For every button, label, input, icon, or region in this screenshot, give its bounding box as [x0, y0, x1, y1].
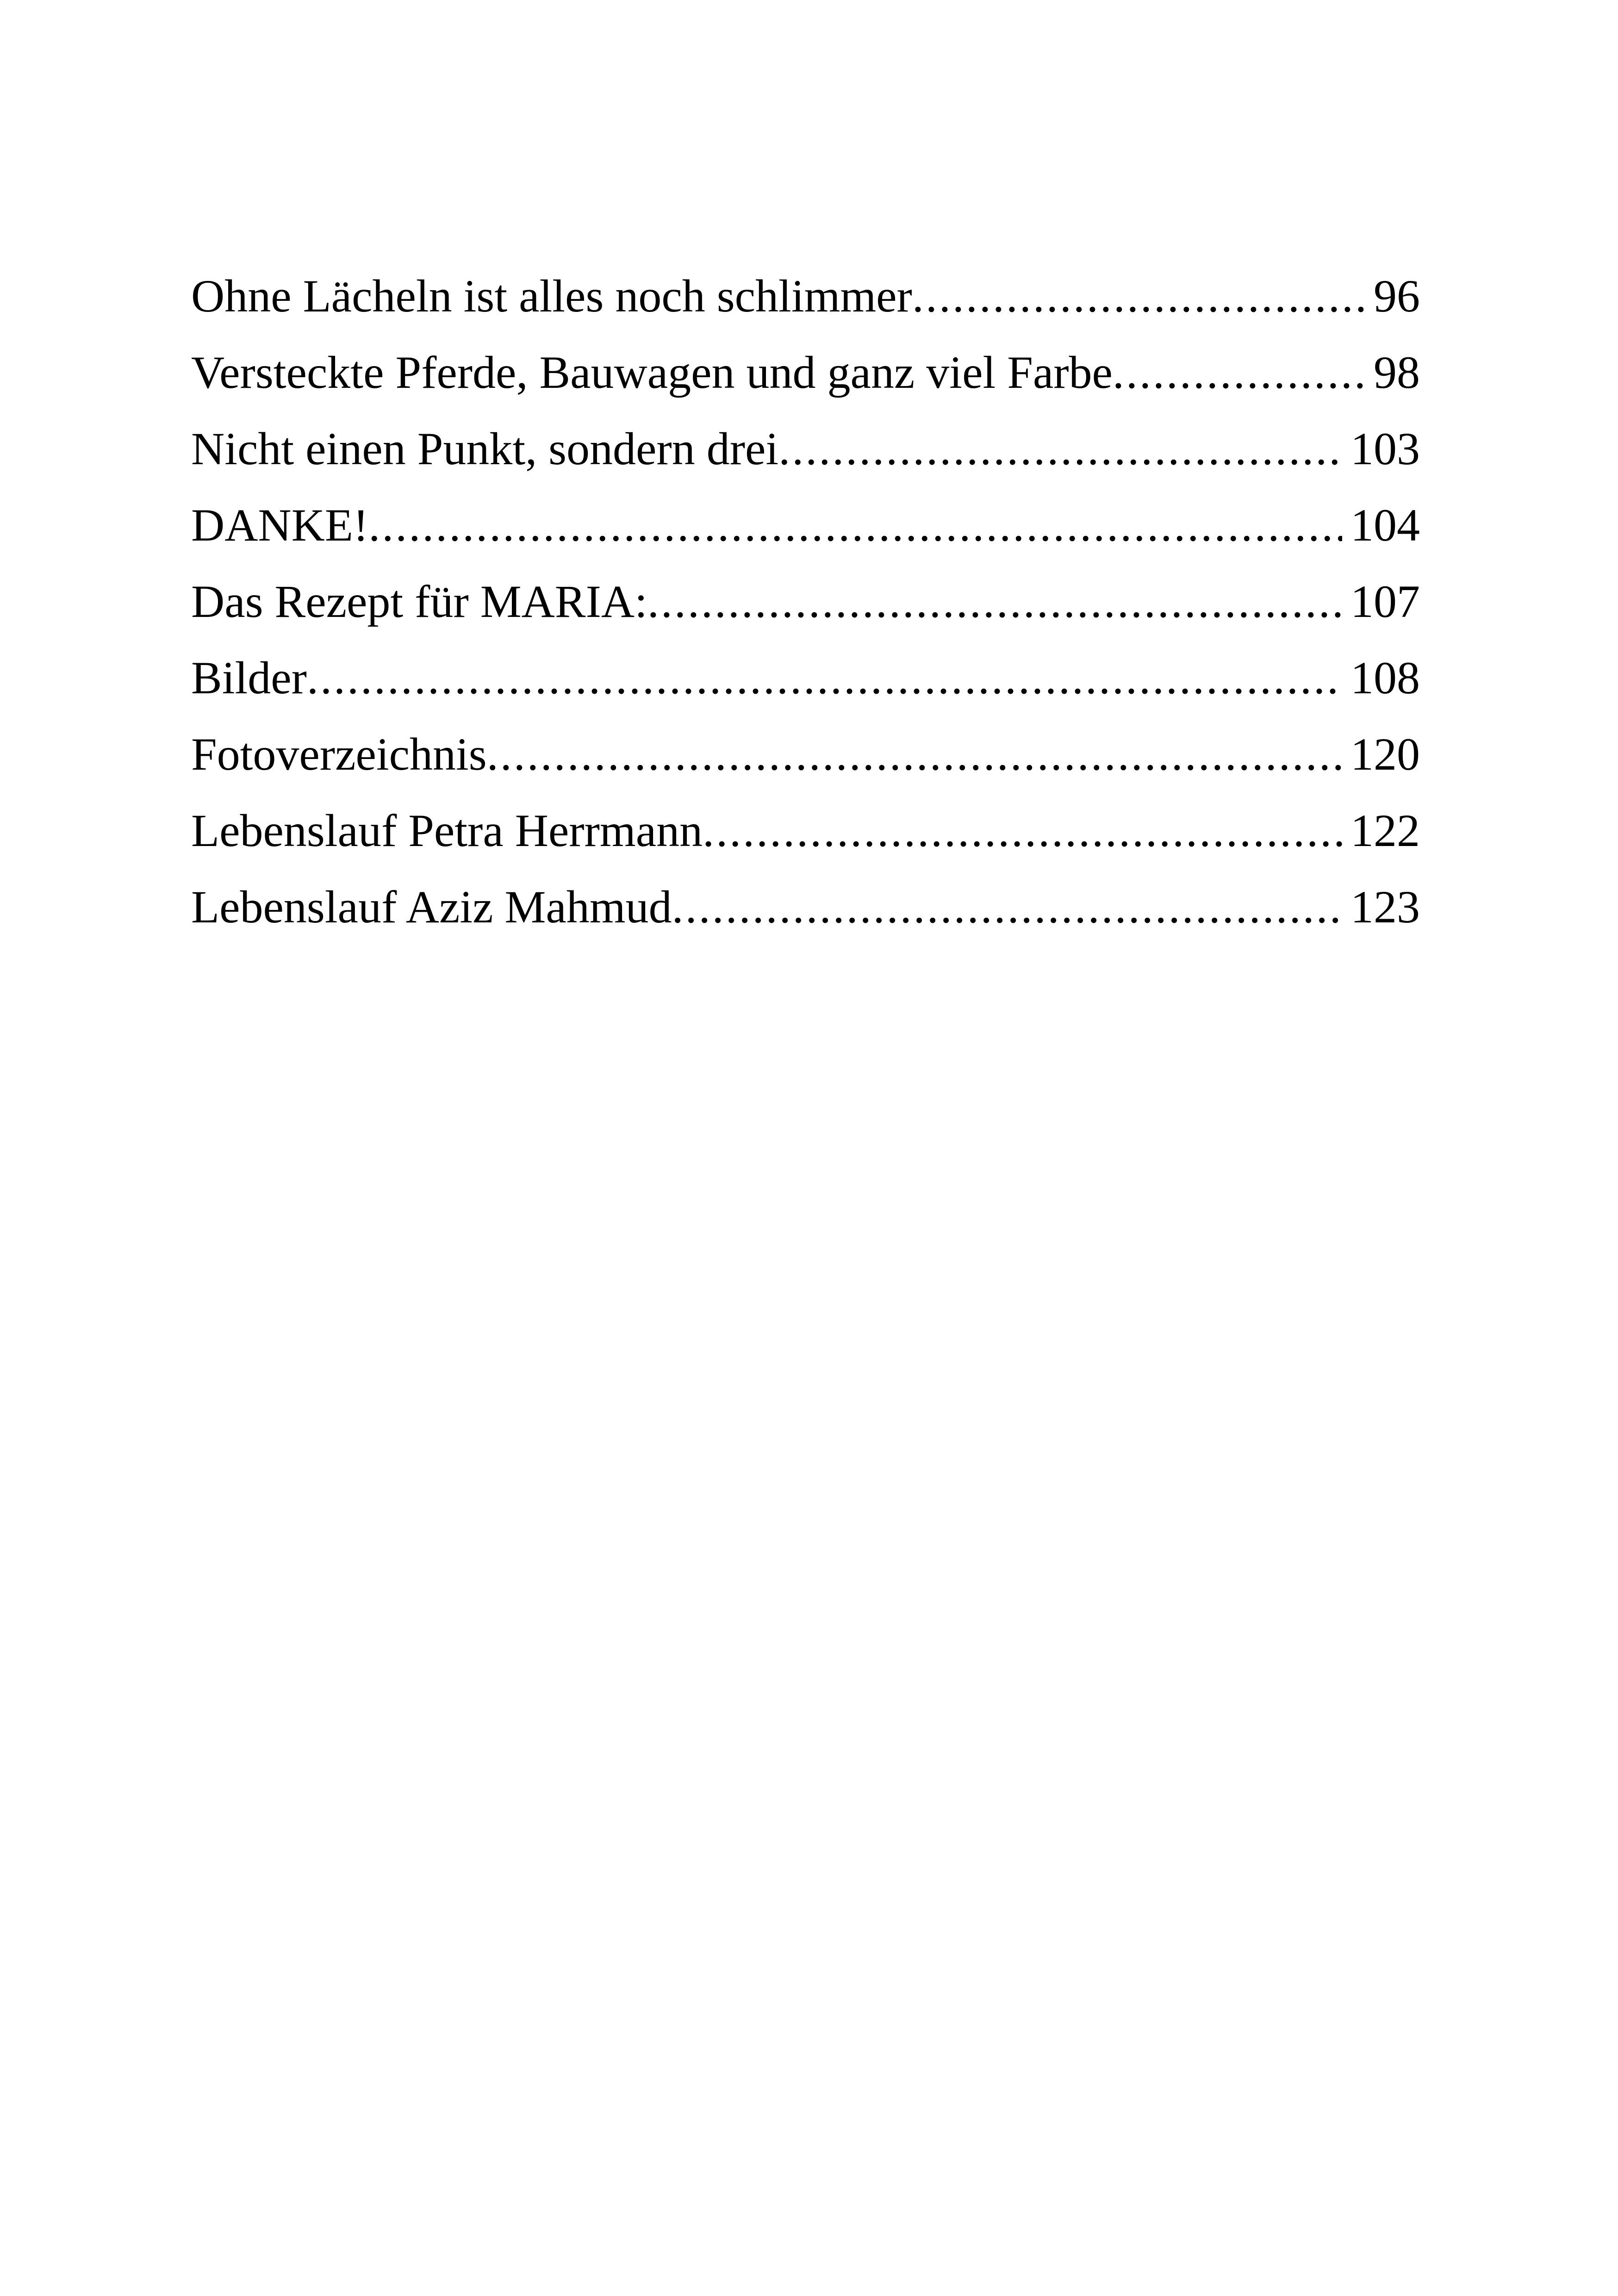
- toc-entry-title: Nicht einen Punkt, sondern drei: [191, 423, 779, 474]
- toc-entry: [191, 574, 1420, 650]
- toc-dot-leader: [307, 650, 1342, 706]
- toc-entry-page-number: 104: [1350, 499, 1420, 551]
- toc-entry: [191, 650, 1420, 727]
- toc-entry: [191, 803, 1420, 879]
- toc-entry-title: Versteckte Pferde, Bauwagen und ganz viel Farbe: [191, 347, 1113, 398]
- toc-entry-title: DANKE!: [191, 499, 369, 551]
- toc-entry: [191, 345, 1420, 421]
- toc-entry-title: Ohne Lächeln ist alles noch schlimmer: [191, 270, 912, 322]
- toc-dot-leader: [672, 879, 1342, 935]
- toc-entry-title: Fotoverzeichnis: [191, 728, 487, 780]
- toc-entry: [191, 268, 1420, 345]
- toc-dot-leader: [703, 803, 1342, 859]
- toc-entry-page-number: 108: [1350, 652, 1420, 703]
- toc-dot-leader: [778, 421, 1342, 477]
- toc-entry-page-number: 103: [1350, 423, 1420, 474]
- toc-entry-title: Lebenslauf Petra Herrmann: [191, 805, 703, 856]
- table-of-contents: [191, 268, 1420, 956]
- toc-entry-page-number: 98: [1374, 347, 1420, 398]
- toc-entry-title: Bilder: [191, 652, 307, 703]
- toc-entry-page-number: 122: [1350, 805, 1420, 856]
- toc-entry: [191, 727, 1420, 803]
- toc-dot-leader: [912, 268, 1365, 324]
- toc-entry-page-number: 123: [1350, 881, 1420, 933]
- toc-dot-leader: [647, 574, 1342, 629]
- toc-dot-leader: [487, 727, 1342, 782]
- toc-entry-page-number: 107: [1350, 576, 1420, 627]
- toc-entry: [191, 421, 1420, 498]
- toc-entry-page-number: 120: [1350, 728, 1420, 780]
- toc-entry: [191, 879, 1420, 956]
- toc-entry-title: Lebenslauf Aziz Mahmud: [191, 881, 672, 933]
- toc-entry-title: Das Rezept für MARIA:: [191, 576, 647, 627]
- toc-dot-leader: [1113, 345, 1365, 400]
- toc-dot-leader: [368, 498, 1342, 553]
- toc-entry: [191, 498, 1420, 574]
- toc-entry-page-number: 96: [1374, 270, 1420, 322]
